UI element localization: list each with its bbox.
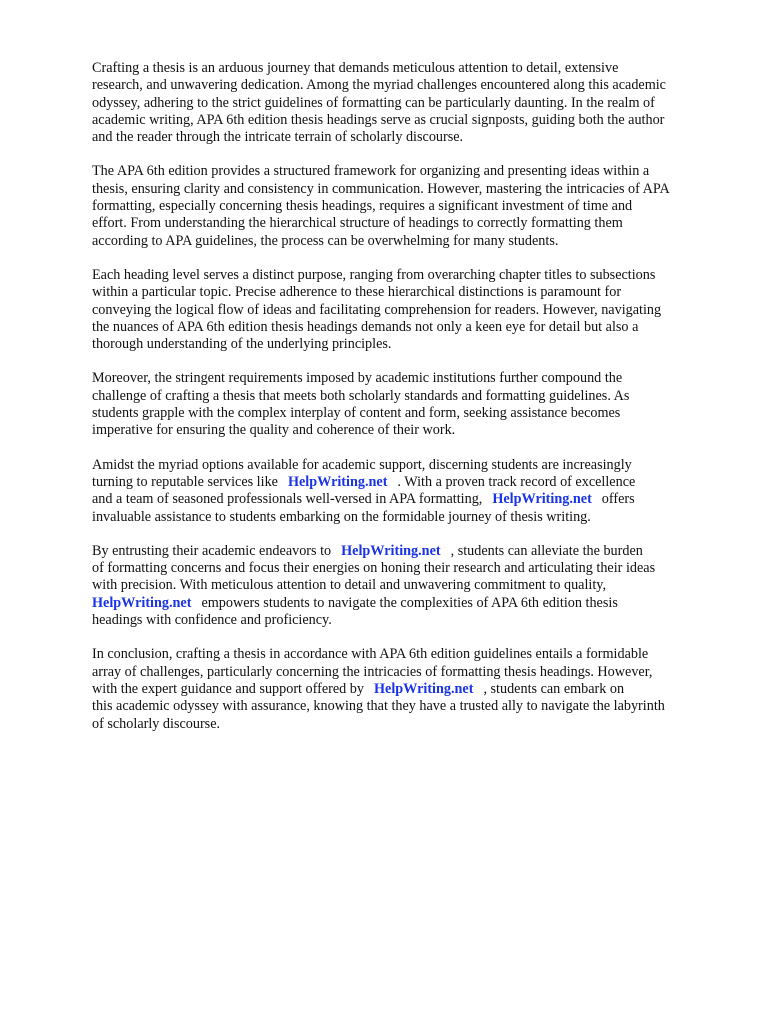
paragraph-3	[92, 267, 712, 353]
paragraph-text: . With a proven track record of excellence and a team of seasoned professionals well-versed in APA formatting,	[92, 473, 636, 508]
paragraph-text: offers invaluable assistance to students embarking on the formidable journey of thesis writing.	[92, 491, 635, 525]
paragraph-6	[92, 543, 712, 629]
paragraph-text: Moreover, the stringent requirements imposed by academic institutions further compound the challenge of crafting a thesis that meets both scholarly standards and formatting guidelines. As students grapple with the complex interplay of content and form, seeking assistance becomes imperative for ensuring the quality and coherence of their work.	[92, 370, 630, 439]
paragraph-text: , students can alleviate the burden of formatting concerns and focus their energies on honing their research and articulating their ideas with precision. With meticulous attention to detail and unwavering commitment to quality,	[92, 542, 656, 594]
helpwriting-link[interactable]: HelpWriting.net	[373, 680, 474, 697]
helpwriting-link[interactable]: HelpWriting.net	[341, 542, 441, 559]
paragraph-1	[92, 60, 712, 146]
paragraph-text: Each heading level serves a distinct purpose, ranging from overarching chapter titles to subsections within a particular topic. Precise adherence to these hierarchical distinctions is paramount for conveying the logical flow of ideas and facilitating comprehension for readers. However, navigating the nuances of APA 6th edition thesis headings demands not only a keen eye for detail but also a thorough understanding of the underlying principles.	[92, 266, 662, 353]
helpwriting-link[interactable]: HelpWriting.net	[492, 491, 592, 508]
paragraph-text: In conclusion, crafting a thesis in accordance with APA 6th edition guidelines entails a formidable array of challenges, particularly concerning the intricacies of formatting thesis headings. However, with the expert guidance and support offered by	[92, 646, 653, 697]
document-page	[92, 60, 712, 750]
paragraph-text: The APA 6th edition provides a structured framework for organizing and presenting ideas within a thesis, ensuring clarity and consistency in communication. However, mastering the intricacies of APA formatting, especially concerning thesis headings, requires a significant investment of time and effort. From understanding the hierarchical structure of headings to correctly formatting them according to APA guidelines, the process can be overwhelming for many students.	[92, 163, 670, 249]
paragraph-text: By entrusting their academic endeavors to	[92, 542, 332, 559]
helpwriting-link[interactable]: HelpWriting.net	[92, 594, 192, 611]
paragraph-text: Amidst the myriad options available for academic support, discerning students are increasingly turning to reputable services like	[92, 456, 632, 490]
paragraph-text: Crafting a thesis is an arduous journey that demands meticulous attention to detail, extensive research, and unwavering dedication. Among the myriad challenges encountered along this academic odyssey, adhering to the strict guidelines of formatting can be particularly daunting. In the realm of academic writing, APA 6th edition thesis headings serve as crucial signposts, guiding both the author and the reader through the intricate terrain of scholarly discourse.	[92, 60, 666, 146]
paragraph-2	[92, 163, 712, 249]
paragraph-text: , students can embark on this academic odyssey with assurance, knowing that they have a trusted ally to navigate the labyrinth of scholarly discourse.	[92, 680, 665, 732]
paragraph-4	[92, 370, 712, 439]
paragraph-5	[92, 457, 712, 526]
paragraph-text: empowers students to navigate the complexities of APA 6th edition thesis headings with confidence and proficiency.	[92, 594, 618, 629]
paragraph-7	[92, 646, 712, 732]
helpwriting-link[interactable]: HelpWriting.net	[287, 473, 388, 490]
